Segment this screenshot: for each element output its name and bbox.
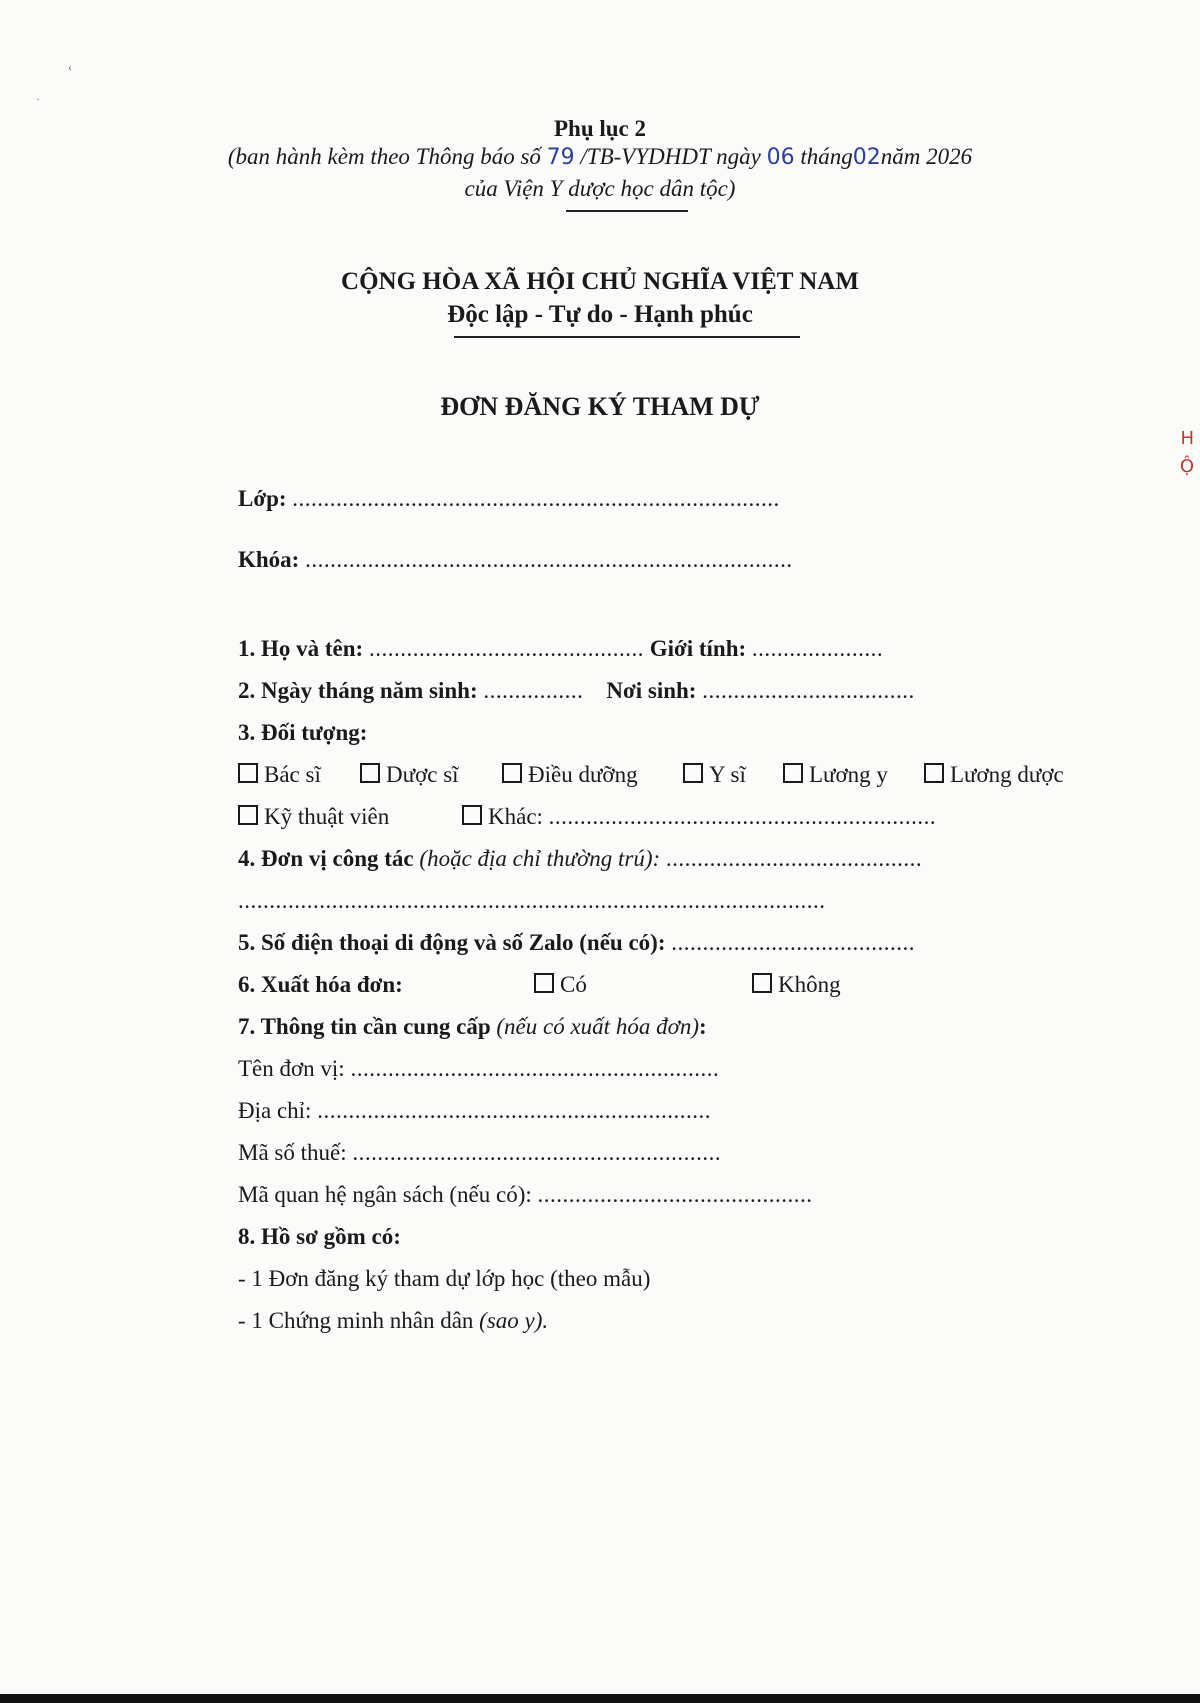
- name-blank: ............................................: [368, 636, 644, 661]
- option-label: Dược sĩ: [386, 762, 459, 787]
- option-label: Khác:: [488, 804, 543, 829]
- invoice-yes-option[interactable]: [534, 972, 587, 998]
- budget-label: Mã quan hệ ngân sách (nếu có):: [238, 1182, 532, 1207]
- subject-heading: [238, 720, 367, 746]
- work-field: [238, 846, 922, 872]
- docs-label: 8. Hồ sơ gồm có:: [238, 1224, 401, 1249]
- work-field-line2: [238, 888, 826, 914]
- phone-field: [238, 930, 915, 956]
- phone-label: 5. Số điện thoại di động và số Zalo (nếu có):: [238, 930, 666, 955]
- document-item: [238, 1308, 548, 1334]
- option-label: Y sĩ: [709, 762, 746, 787]
- gender-blank: .....................: [751, 636, 884, 661]
- pob-blank: ..................................: [702, 678, 915, 703]
- invoice-label: 6. Xuất hóa đơn:: [238, 972, 403, 997]
- name-field: [238, 636, 883, 662]
- invoice-info-heading: [238, 1014, 707, 1040]
- scan-speck: ‹: [68, 60, 72, 74]
- subject-label: 3. Đối tượng:: [238, 720, 368, 745]
- option-pharmacist[interactable]: [360, 762, 459, 788]
- address-label: Địa chỉ:: [238, 1098, 312, 1123]
- course-field: [238, 547, 793, 573]
- doc-item-text: - 1 Chứng minh nhân dân: [238, 1308, 474, 1333]
- option-technician[interactable]: [238, 804, 389, 830]
- address-blank: ...............................................................: [317, 1098, 711, 1123]
- handwritten-month: 02: [852, 145, 881, 170]
- info-colon: :: [699, 1014, 707, 1039]
- budget-code-field: [238, 1182, 813, 1208]
- motto-underline: [454, 336, 800, 338]
- checkbox[interactable]: [783, 763, 803, 783]
- option-label: Lương y: [809, 762, 888, 787]
- option-label: Kỹ thuật viên: [264, 804, 390, 829]
- scan-speck: ·: [36, 92, 40, 106]
- option-label: Lương dược: [950, 762, 1064, 787]
- address-field: [238, 1098, 711, 1124]
- unit-name-field: [238, 1056, 719, 1082]
- document-title: ĐƠN ĐĂNG KÝ THAM DỰ: [440, 392, 760, 421]
- doc-item-hint: (sao y).: [479, 1308, 549, 1333]
- doc-item-text: - 1 Đơn đăng ký tham dự lớp học (theo mẫu): [238, 1266, 651, 1291]
- handwritten-number: 79: [546, 145, 575, 170]
- checkbox[interactable]: [238, 763, 258, 783]
- gender-label: Giới tính:: [649, 636, 747, 661]
- handwritten-day: 06: [766, 145, 795, 170]
- option-label: Bác sĩ: [264, 762, 321, 787]
- tax-code-field: [238, 1140, 721, 1166]
- unit-blank: ...........................................................: [350, 1056, 720, 1081]
- appendix-title: Phụ lục 2: [553, 116, 647, 141]
- dob-field: [238, 678, 915, 704]
- tax-label: Mã số thuế:: [238, 1140, 347, 1165]
- phone-blank: .......................................: [671, 930, 915, 955]
- issuer-line: của Viện Y dược học dân tộc): [464, 176, 736, 201]
- tax-blank: ...........................................................: [352, 1140, 722, 1165]
- checkbox[interactable]: [752, 973, 772, 993]
- checkbox[interactable]: [502, 763, 522, 783]
- option-assistant-doctor[interactable]: [683, 762, 746, 788]
- pob-label: Nơi sinh:: [606, 678, 697, 703]
- invoice-no-option[interactable]: [752, 972, 841, 998]
- option-label: Điều dưỡng: [528, 762, 638, 787]
- name-label: 1. Họ và tên:: [238, 636, 364, 661]
- other-blank: ..............................................................: [548, 804, 937, 829]
- checkbox[interactable]: [924, 763, 944, 783]
- work-blank: .........................................: [665, 846, 923, 871]
- header-underline: [566, 210, 688, 212]
- course-blank: ..............................................................................: [305, 547, 793, 572]
- dob-label: 2. Ngày tháng năm sinh:: [238, 678, 478, 703]
- info-label: 7. Thông tin cần cung cấp: [238, 1014, 491, 1039]
- checkbox[interactable]: [534, 973, 554, 993]
- option-traditional-doctor[interactable]: [783, 762, 888, 788]
- info-hint: (nếu có xuất hóa đơn): [496, 1014, 699, 1039]
- nation-motto: Độc lập - Tự do - Hạnh phúc: [447, 301, 753, 328]
- option-other[interactable]: [462, 804, 936, 830]
- class-label: Lớp:: [238, 486, 287, 511]
- checkbox[interactable]: [683, 763, 703, 783]
- stamp-edge: Ộ: [1179, 456, 1194, 477]
- unit-label: Tên đơn vị:: [238, 1056, 345, 1081]
- invoice-field: [238, 972, 403, 998]
- stamp-edge: H: [1180, 428, 1194, 449]
- option-nurse[interactable]: [502, 762, 638, 788]
- option-label: Có: [560, 972, 587, 997]
- checkbox[interactable]: [238, 805, 258, 825]
- option-label: Không: [778, 972, 841, 997]
- option-traditional-pharmacist[interactable]: [924, 762, 1064, 788]
- dob-blank: ................: [483, 678, 584, 703]
- work-blank-2: ..............................................................................................: [238, 888, 826, 913]
- scan-edge: [0, 1694, 1200, 1703]
- issuance-year: năm 2026: [880, 144, 973, 169]
- checkbox[interactable]: [360, 763, 380, 783]
- nation-name: CỘNG HÒA XÃ HỘI CHỦ NGHĨA VIỆT NAM: [341, 268, 859, 295]
- issuance-line: [0, 144, 1200, 170]
- course-label: Khóa:: [238, 547, 300, 572]
- checkbox[interactable]: [462, 805, 482, 825]
- option-doctor[interactable]: [238, 762, 321, 788]
- issuance-mid: /TB-VYDHDT ngày: [580, 144, 761, 169]
- issuance-prefix: (ban hành kèm theo Thông báo số: [227, 144, 541, 169]
- documents-heading: [238, 1224, 401, 1250]
- work-hint: (hoặc địa chỉ thường trú):: [419, 846, 661, 871]
- class-field: [238, 486, 780, 512]
- class-blank: ..............................................................................: [292, 486, 780, 511]
- work-label: 4. Đơn vị công tác: [238, 846, 414, 871]
- issuance-month-word: tháng: [800, 144, 853, 169]
- document-item: [238, 1266, 650, 1292]
- budget-blank: ............................................: [537, 1182, 813, 1207]
